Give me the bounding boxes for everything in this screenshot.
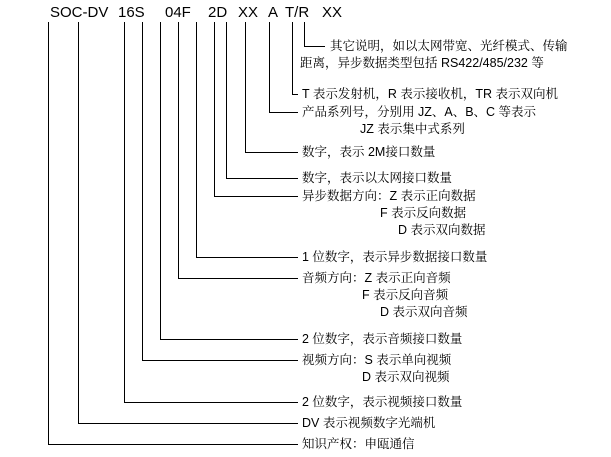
annotation-audio-count-line-1: 2 位数字，表示音频接口数量 bbox=[302, 332, 463, 346]
leader-audio-direction-horizontal bbox=[178, 278, 298, 279]
leader-other-notes-vertical bbox=[304, 22, 305, 46]
leader-other-notes-horizontal bbox=[304, 46, 325, 47]
leader-video-count-vertical bbox=[124, 22, 125, 402]
annotation-dv-meaning-line-1: DV 表示视频数字光端机 bbox=[302, 416, 436, 430]
annotation-ethernet-count bbox=[302, 170, 452, 187]
code-token-xx-2: XX bbox=[322, 4, 343, 21]
annotation-async-direction-line-3: D 表示双向数据 bbox=[398, 223, 486, 237]
leader-video-direction-vertical bbox=[142, 22, 143, 360]
leader-transceiver-vertical bbox=[292, 22, 293, 94]
annotation-video-count bbox=[302, 394, 462, 411]
leader-ip-owner-vertical bbox=[48, 22, 49, 444]
annotation-audio-direction-line-2: F 表示反向音频 bbox=[362, 288, 449, 302]
annotation-audio-count bbox=[302, 331, 462, 348]
code-token-xx-1: XX bbox=[238, 4, 259, 21]
leader-ethernet-count-horizontal bbox=[226, 178, 298, 179]
annotation-product-series-line-1: 产品系列号，分别用 JZ、A、B、C 等表示 bbox=[302, 105, 537, 119]
leader-product-series-vertical bbox=[269, 22, 270, 112]
annotation-audio-direction bbox=[302, 270, 468, 321]
annotation-async-count bbox=[302, 249, 487, 266]
leader-audio-count-horizontal bbox=[160, 339, 298, 340]
annotation-video-direction bbox=[302, 352, 451, 386]
leader-transceiver-horizontal bbox=[292, 94, 298, 95]
annotation-video-count-line-1: 2 位数字，表示视频接口数量 bbox=[302, 395, 463, 409]
annotation-audio-direction-line-3: D 表示双向音频 bbox=[380, 305, 468, 319]
annotation-ethernet-count-line-1: 数字，表示以太网接口数量 bbox=[302, 171, 453, 185]
leader-audio-count-vertical bbox=[160, 22, 161, 339]
leader-async-direction-vertical bbox=[214, 22, 215, 196]
annotation-product-series bbox=[302, 104, 536, 138]
annotation-async-count-line-1: 1 位数字，表示异步数据接口数量 bbox=[302, 250, 488, 264]
leader-video-direction-horizontal bbox=[142, 360, 298, 361]
annotation-video-direction-line-2: D 表示双向视频 bbox=[362, 370, 450, 384]
annotation-ip-owner-line-1: 知识产权：申瓯通信 bbox=[302, 437, 415, 451]
leader-e1-count-horizontal bbox=[245, 152, 298, 153]
code-token-16s: 16S bbox=[118, 4, 145, 21]
leader-ip-owner-horizontal bbox=[48, 444, 298, 445]
leader-async-direction-horizontal bbox=[214, 196, 298, 197]
leader-dv-meaning-vertical bbox=[78, 22, 79, 423]
annotation-ip-owner bbox=[302, 436, 415, 453]
code-token-a: A bbox=[268, 4, 279, 21]
code-token-2d: 2D bbox=[208, 4, 228, 21]
annotation-other-notes-line-2: 距离，异步数据类型包括 RS422/485/232 等 bbox=[300, 56, 544, 70]
leader-video-count-horizontal bbox=[124, 402, 298, 403]
annotation-dv-meaning bbox=[302, 415, 435, 432]
annotation-async-direction-line-1: 异步数据方向：Z 表示正向数据 bbox=[302, 189, 476, 203]
code-token-tr: T/R bbox=[285, 4, 310, 21]
annotation-transceiver bbox=[302, 86, 558, 103]
annotation-product-series-line-2: JZ 表示集中式系列 bbox=[360, 122, 465, 136]
leader-audio-direction-vertical bbox=[178, 22, 179, 278]
annotation-other-notes bbox=[300, 38, 568, 72]
code-token-04f: 04F bbox=[165, 4, 191, 21]
annotation-video-direction-line-1: 视频方向：S 表示单向视频 bbox=[302, 353, 452, 367]
leader-ethernet-count-vertical bbox=[226, 22, 227, 178]
annotation-async-direction bbox=[302, 188, 486, 239]
leader-async-count-vertical bbox=[196, 22, 197, 257]
leader-e1-count-vertical bbox=[245, 22, 246, 152]
annotation-other-notes-line-1: 其它说明，如以太网带宽、光纤模式、传输 bbox=[330, 39, 568, 53]
annotation-async-direction-line-2: F 表示反向数据 bbox=[380, 206, 467, 220]
leader-product-series-horizontal bbox=[269, 112, 298, 113]
annotation-e1-2m-count-line-1: 数字，表示 2M接口数量 bbox=[302, 145, 436, 159]
annotation-audio-direction-line-1: 音频方向：Z 表示正向音频 bbox=[302, 271, 451, 285]
code-token-soc-dv: SOC-DV bbox=[50, 4, 109, 21]
annotation-transceiver-line-1: T 表示发射机，R 表示接收机，TR 表示双向机 bbox=[302, 87, 559, 101]
annotation-e1-2m-count bbox=[302, 144, 435, 161]
leader-async-count-horizontal bbox=[196, 257, 298, 258]
leader-dv-meaning-horizontal bbox=[78, 423, 298, 424]
